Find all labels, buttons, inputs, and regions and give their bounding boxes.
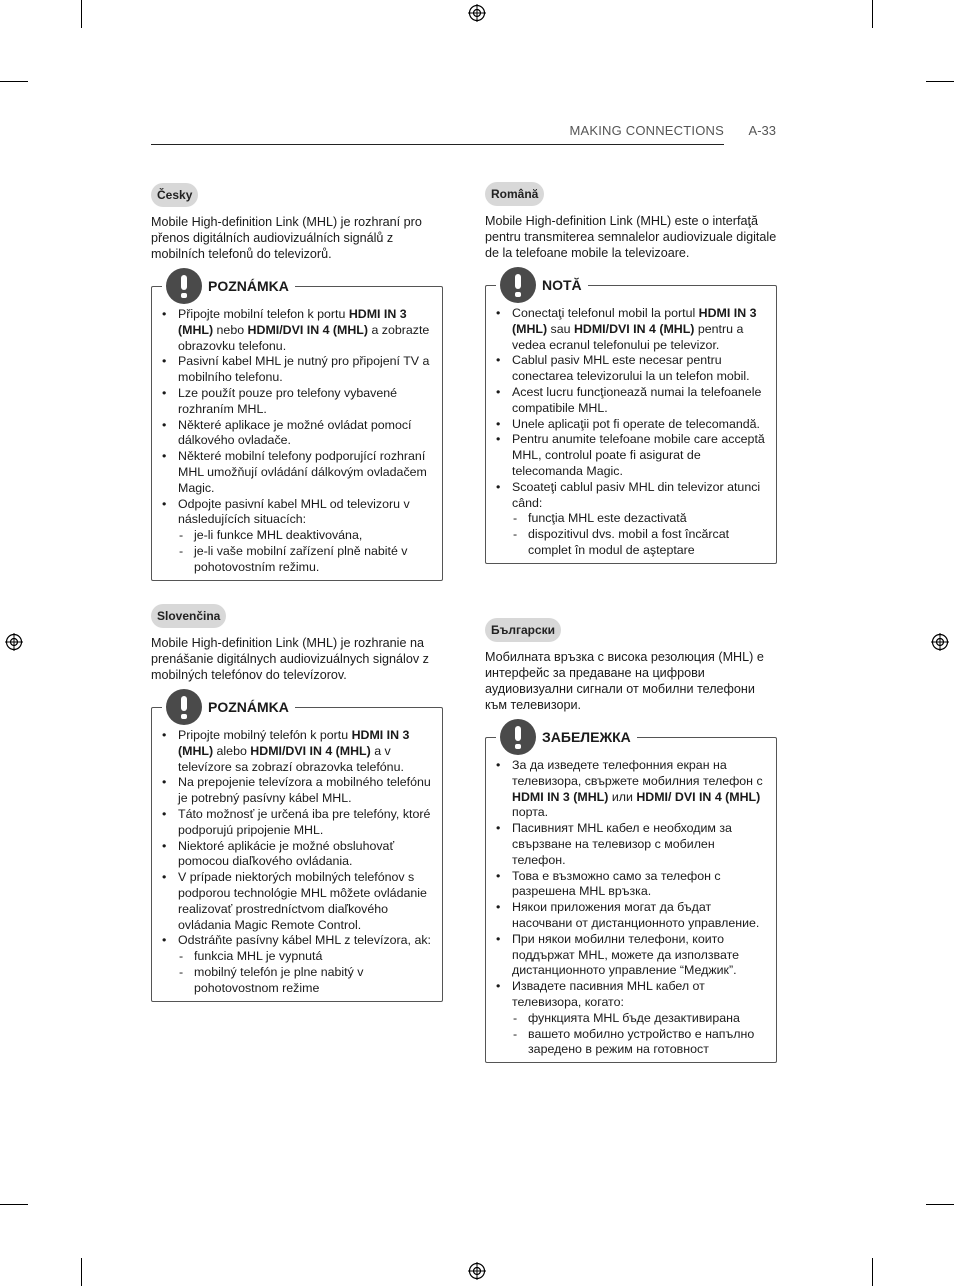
sub-list-item: - dispozitivul dvs. mobil a fost încărcat complet în modul de aşteptare bbox=[512, 527, 768, 559]
list-item: • Pripojte mobilný telefón k portu HDMI IN 3 (MHL) alebo HDMI/DVI IN 4 (MHL) a v televízore sa zobrazí obrazovka telefónu. bbox=[160, 728, 434, 775]
sub-list-item: - вашето мобилно устройство е напълно заредено в режим на готовност bbox=[512, 1027, 768, 1059]
exclamation-icon bbox=[500, 719, 536, 755]
note-box bbox=[485, 277, 777, 564]
note-box bbox=[485, 729, 777, 1063]
crop-mark bbox=[81, 1258, 82, 1286]
sub-list-item: - je-li vaše mobilní zařízení plně nabité v pohotovostním režimu. bbox=[178, 544, 434, 576]
list-item: • Cablul pasiv MHL este necesar pentru conectarea televizorului la un telefon mobil. bbox=[494, 353, 768, 385]
section-slovak bbox=[151, 604, 443, 1002]
crop-mark bbox=[0, 81, 28, 82]
list-item: • За да изведете телефонния екран на телевизора, свържете мобилния телефон с HDMI IN 3 (MHL) или HDMI/ DVI IN 4 (MHL) порта. bbox=[494, 758, 768, 821]
list-item: • Odpojte pasivní kabel MHL od televizoru v následujících situacích: - je-li funkce MHL deaktivována, - je-li vaše mobilní zařízení plně nabité v pohotovostním režimu. bbox=[160, 497, 434, 576]
intro-text: Mobile High-definition Link (MHL) je rozhranie na prenášanie digitálnych audiovizuálnych signálov z mobilných telefónov do televízorov. bbox=[151, 636, 429, 682]
list-item: • Pentru anumite telefoane mobile care acceptă MHL, controlul poate fi asigurat de telecomanda Magic. bbox=[494, 432, 768, 479]
list-item: • Na prepojenie televízora a mobilného telefónu je potrebný pasívny kábel MHL. bbox=[160, 775, 434, 807]
list-item: • Това е възможно само за телефон с разрешена MHL връзка. bbox=[494, 869, 768, 901]
list-item: • Lze použít pouze pro telefony vybavené rozhraním MHL. bbox=[160, 386, 434, 418]
registration-mark-icon bbox=[5, 633, 23, 651]
note-header bbox=[162, 267, 295, 305]
note-title: POZNÁMKA bbox=[208, 699, 289, 715]
note-header bbox=[162, 688, 295, 726]
list-item: • Pasivní kabel MHL je nutný pro připojení TV a mobilního telefonu. bbox=[160, 354, 434, 386]
language-badge: Română bbox=[485, 182, 544, 206]
list-item: • Извадете пасивния MHL кабел от телевизора, когато: - функцията MHL бъде дезактивирана - вашето мобилно устройство е напълно заредено в режим на готовност bbox=[494, 979, 768, 1058]
sub-list-item: - funcţia MHL este dezactivată bbox=[512, 511, 768, 527]
list-item: • Niektoré aplikácie je možné obsluhovať pomocou diaľkového ovládania. bbox=[160, 839, 434, 871]
list-item: • Conectaţi telefonul mobil la portul HDMI IN 3 (MHL) sau HDMI/DVI IN 4 (MHL) pentru a vedea ecranul telefonului pe televizor. bbox=[494, 306, 768, 353]
section-title: MAKING CONNECTIONS bbox=[569, 123, 724, 138]
list-item: • V prípade niektorých mobilných telefónov s podporou technológie MHL môžete ovládanie realizovať prostredníctvom diaľkového ovládania Magic Remote Control. bbox=[160, 870, 434, 933]
exclamation-icon bbox=[166, 689, 202, 725]
language-badge: Česky bbox=[151, 183, 198, 207]
note-box bbox=[151, 278, 443, 581]
page-number: A-33 bbox=[748, 123, 776, 138]
sub-list bbox=[512, 1011, 768, 1058]
note-box bbox=[151, 699, 443, 1002]
sub-list-item: - функцията MHL бъде дезактивирана bbox=[512, 1011, 768, 1027]
crop-mark bbox=[926, 1204, 954, 1205]
language-badge: Slovenčina bbox=[151, 604, 226, 628]
list-item: • Acest lucru funcţionează numai la telefoanele compatibile MHL. bbox=[494, 385, 768, 417]
page-header bbox=[151, 122, 776, 144]
crop-mark bbox=[872, 1258, 873, 1286]
list-item: • При някои мобилни телефони, които поддържат MHL, можете да използвате дистанционното управление “Меджик”. bbox=[494, 932, 768, 979]
note-list bbox=[494, 306, 768, 559]
sub-list bbox=[178, 949, 434, 996]
list-item: • Táto možnosť je určená iba pre telefóny, ktoré podporujú pripojenie MHL. bbox=[160, 807, 434, 839]
note-header bbox=[496, 718, 637, 756]
crop-mark bbox=[872, 0, 873, 28]
section-czech bbox=[151, 183, 443, 581]
section-bulgarian bbox=[485, 618, 777, 1063]
intro-text: Mobile High-definition Link (MHL) je rozhraní pro přenos digitálních audiovizuálních signálů z mobilních telefonů do televizorů. bbox=[151, 215, 422, 261]
section-romanian bbox=[485, 182, 777, 564]
note-title: POZNÁMKA bbox=[208, 278, 289, 294]
list-item: • Odstráňte pasívny kábel MHL z televízora, ak: - funkcia MHL je vypnutá - mobilný telefón je plne nabitý v pohotovostnom režime bbox=[160, 933, 434, 996]
list-item: • Пасивният MHL кабел е необходим за свързване на телевизор с мобилен телефон. bbox=[494, 821, 768, 868]
sub-list bbox=[178, 528, 434, 575]
sub-list bbox=[512, 511, 768, 558]
exclamation-icon bbox=[166, 268, 202, 304]
exclamation-icon bbox=[500, 267, 536, 303]
note-title: NOTĂ bbox=[542, 277, 582, 293]
registration-mark-icon bbox=[931, 633, 949, 651]
registration-mark-icon bbox=[468, 4, 486, 22]
note-title: ЗАБЕЛЕЖКА bbox=[542, 729, 631, 745]
sub-list-item: - mobilný telefón je plne nabitý v pohotovostnom režime bbox=[178, 965, 434, 997]
intro-text: Мобилната връзка с висока резолюция (MHL) е интерфейс за предаване на цифрови аудиовизуални сигнали от мобилни телефони към телевизори. bbox=[485, 650, 764, 712]
note-list bbox=[160, 728, 434, 997]
sub-list-item: - je-li funkce MHL deaktivována, bbox=[178, 528, 434, 544]
sub-list-item: - funkcia MHL je vypnutá bbox=[178, 949, 434, 965]
list-item: • Připojte mobilní telefon k portu HDMI IN 3 (MHL) nebo HDMI/DVI IN 4 (MHL) a zobrazte obrazovku telefonu. bbox=[160, 307, 434, 354]
note-list bbox=[494, 758, 768, 1058]
language-badge: Български bbox=[485, 618, 561, 642]
list-item: • Unele aplicaţii pot fi operate de telecomandă. bbox=[494, 417, 768, 433]
crop-mark bbox=[81, 0, 82, 28]
crop-mark bbox=[0, 1204, 28, 1205]
crop-mark bbox=[926, 81, 954, 82]
header-divider bbox=[151, 144, 724, 145]
list-item: • Některé mobilní telefony podporující rozhraní MHL umožňují ovládání dálkovým ovladačem Magic. bbox=[160, 449, 434, 496]
list-item: • Některé aplikace je možné ovládat pomocí dálkového ovladače. bbox=[160, 418, 434, 450]
registration-mark-icon bbox=[468, 1262, 486, 1280]
intro-text: Mobile High-definition Link (MHL) este o interfaţă pentru transmiterea semnalelor audiovizuale digitale de la telefoane mobile la televizoare. bbox=[485, 214, 777, 260]
note-header bbox=[496, 266, 588, 304]
list-item: • Някои приложения могат да бъдат насочвани от дистанционното управление. bbox=[494, 900, 768, 932]
note-list bbox=[160, 307, 434, 576]
list-item: • Scoateţi cablul pasiv MHL din televizor atunci când: - funcţia MHL este dezactivată - dispozitivul dvs. mobil a fost încărcat complet în modul de aşteptare bbox=[494, 480, 768, 559]
